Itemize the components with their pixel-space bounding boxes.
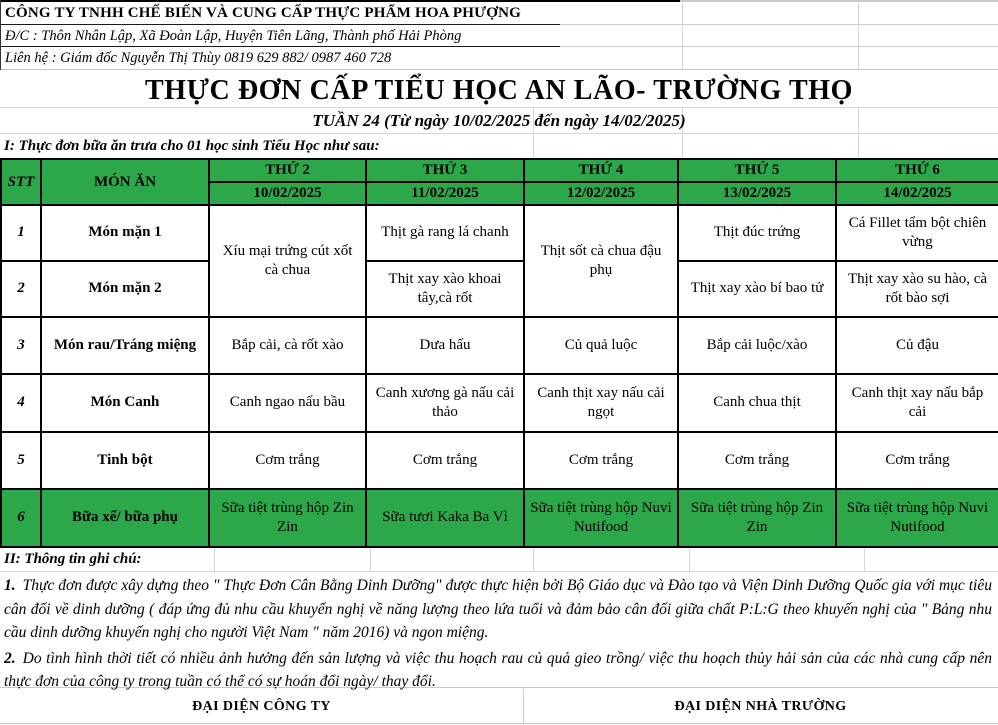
note-1-text: Thực đơn được xây dựng theo " Thực Đơn Cân Bằng Dinh Dưỡng" được thực hiện bởi Bộ Giáo dục và Đào tạo và Viện Dinh Dưỡng Quốc gia với mục tiêu cân đối về dinh dưỡng ( đáp ứng đủ nhu cầu khuyến nghị về năng lượng theo lứa tuổi và đảm bảo cân đối giữa chất P:L:G theo khuyến nghị của " Bảng nhu cầu dinh dưỡng khuyến nghị cho người Việt Nam " năm 2016) và ngon miệng.	[4, 577, 992, 641]
menu-cell: Cơm trắng	[209, 432, 366, 489]
day-header: THỨ 4	[524, 159, 678, 182]
menu-cell: Canh thịt xay nấu bắp cải	[836, 374, 998, 432]
menu-cell: Cơm trắng	[524, 432, 678, 489]
menu-cell: Sữa tiệt trùng hộp Nuvi Nutifood	[524, 489, 678, 547]
page-title: THỰC ĐƠN CẤP TIỂU HỌC AN LÃO- TRƯỜNG THỌ	[144, 75, 853, 106]
menu-cell: Sữa tiệt trùng hộp Zin Zin	[209, 489, 366, 547]
menu-cell: Canh xương gà nấu cải thảo	[366, 374, 524, 432]
week-subtitle: TUẦN 24 (Từ ngày 10/02/2025 đến ngày 14/02/2025)	[312, 111, 686, 130]
stt-column-header: STT	[1, 159, 41, 205]
menu-cell: Sữa tiệt trùng hộp Nuvi Nutifood	[836, 489, 998, 547]
menu-cell: Thịt đúc trứng	[678, 205, 836, 261]
gridline-v	[858, 1, 859, 69]
menu-cell: Dưa hấu	[366, 317, 524, 374]
date-header: 14/02/2025	[836, 182, 998, 205]
menu-cell: Cơm trắng	[836, 432, 998, 489]
menu-cell: Bắp cải, cà rốt xào	[209, 317, 366, 374]
note-2-number: 2.	[4, 649, 16, 667]
menu-cell: Thịt xay xào su hào, cà rốt bào sợi	[836, 261, 998, 317]
note-1-number: 1.	[4, 577, 16, 594]
menu-cell: Sữa tiệt trùng hộp Zin Zin	[678, 489, 836, 547]
menu-cell: Cơm trắng	[366, 432, 524, 489]
row-number: 6	[1, 489, 41, 547]
divider-h	[0, 24, 998, 25]
divider-h	[0, 0, 998, 2]
gridline-v	[682, 1, 683, 69]
menu-cell: Củ đậu	[836, 317, 998, 374]
section-2-heading: II: Thông tin ghi chú:	[4, 551, 142, 567]
menu-cell: Canh chua thịt	[678, 374, 836, 432]
date-header: 13/02/2025	[678, 182, 836, 205]
dish-label: Bữa xế/ bữa phụ	[41, 489, 209, 547]
dish-label: Món Canh	[41, 374, 209, 432]
menu-cell: Xíu mại trứng cút xốt cà chua	[209, 205, 366, 317]
section-1-heading: I: Thực đơn bữa ăn trưa cho 01 học sinh Tiểu Học như sau:	[4, 138, 380, 154]
row-number: 1	[1, 205, 41, 261]
note-1	[4, 574, 992, 645]
menu-cell: Củ quả luộc	[524, 317, 678, 374]
day-header: THỨ 6	[836, 159, 998, 182]
date-header: 11/02/2025	[366, 182, 524, 205]
menu-cell: Thịt xay xào bí bao tử	[678, 261, 836, 317]
menu-cell: Canh ngao nấu bầu	[209, 374, 366, 432]
row-number: 4	[1, 374, 41, 432]
note-2	[4, 647, 992, 694]
menu-cell: Cơm trắng	[678, 432, 836, 489]
row-number: 5	[1, 432, 41, 489]
date-header: 10/02/2025	[209, 182, 366, 205]
dish-column-header: MÓN ĂN	[41, 159, 209, 205]
divider-h	[0, 46, 998, 47]
day-header: THỨ 5	[678, 159, 836, 182]
company-name: CÔNG TY TNHH CHẾ BIẾN VÀ CUNG CẤP THỰC PHẨM HOA PHƯỢNG	[5, 5, 521, 21]
footer-school-rep: ĐẠI DIỆN NHÀ TRƯỜNG	[674, 699, 847, 714]
menu-cell: Thịt sốt cà chua đậu phụ	[524, 205, 678, 317]
notes-block	[0, 574, 998, 696]
menu-cell: Bắp cải luộc/xào	[678, 317, 836, 374]
dish-label: Món mặn 2	[41, 261, 209, 317]
company-contact: Liên hệ : Giám đốc Nguyễn Thị Thùy 0819 629 882/ 0987 460 728	[5, 50, 392, 66]
dish-label: Món mặn 1	[41, 205, 209, 261]
date-header: 12/02/2025	[524, 182, 678, 205]
footer-company-rep: ĐẠI DIỆN CÔNG TY	[192, 699, 331, 714]
dish-label: Tinh bột	[41, 432, 209, 489]
menu-table	[0, 158, 998, 548]
company-address: Đ/C : Thôn Nhân Lập, Xã Đoàn Lập, Huyện Tiên Lãng, Thành phố Hải Phòng	[5, 28, 462, 44]
menu-cell: Thịt xay xào khoai tây,cà rốt	[366, 261, 524, 317]
dish-label: Món rau/Tráng miệng	[41, 317, 209, 374]
menu-cell: Cá Fillet tẩm bột chiên vừng	[836, 205, 998, 261]
row-number: 2	[1, 261, 41, 317]
day-header: THỨ 3	[366, 159, 524, 182]
note-2-text: Do tình hình thời tiết có nhiều ảnh hưởng đến sản lượng và việc thu hoạch rau củ quả gieo trồng/ việc thu hoạch thủy hải sản của các nhà cung cấp nên thực đơn của công ty trong tuần có thể có sự hoán đổi ngày/ thay đổi.	[4, 649, 992, 690]
menu-cell: Thịt gà rang lá chanh	[366, 205, 524, 261]
day-header: THỨ 2	[209, 159, 366, 182]
menu-cell: Canh thịt xay nấu cải ngọt	[524, 374, 678, 432]
menu-cell: Sữa tươi Kaka Ba Vì	[366, 489, 524, 547]
gridline-v	[0, 0, 1, 70]
divider-h	[0, 723, 998, 724]
row-number: 3	[1, 317, 41, 374]
